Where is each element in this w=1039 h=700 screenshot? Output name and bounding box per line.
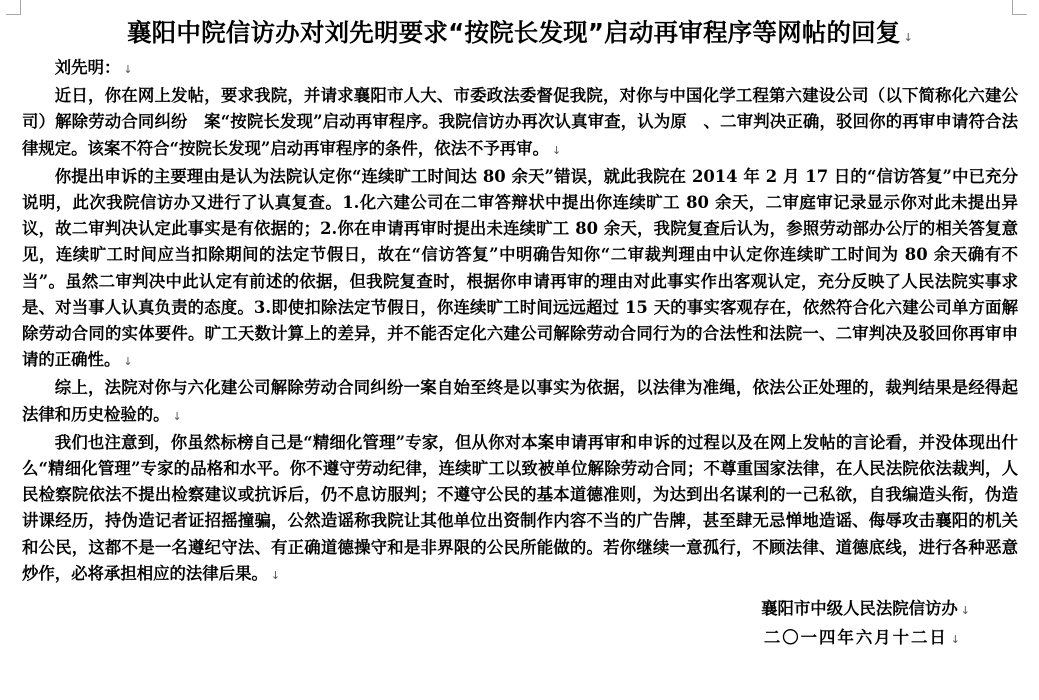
body-paragraph-3 bbox=[22, 375, 1018, 429]
body-paragraph-2 bbox=[22, 164, 1018, 376]
paragraph-mark-icon: ↓ bbox=[950, 633, 962, 647]
body-paragraph-1-text: 近日，你在网上发帖，要求我院，并请求襄阳市人大、市委政法委督促我院，对你与中国化学工程第六建设公司（以下简称化六建公司）解除劳动合同纠纷 案“按院长发现”启动再审程序。我院信访办再次认真审查，认为原 、二审判决正确，驳回你的再审申请符合法律规定。该案不符合“按院长发现”启动再审程序的条件，依法不予再审。 bbox=[22, 86, 1018, 158]
salutation bbox=[22, 55, 1018, 83]
body-paragraph-4 bbox=[22, 430, 1018, 589]
paragraph-mark-icon: ↓ bbox=[270, 568, 281, 582]
document-page bbox=[22, 16, 1018, 653]
body-paragraph-4-text: 我们也注意到，你虽然标榜自己是“精细化管理”专家，但从你对本案申请再审和申诉的过程以及在网上发帖的言论看，并没体现出什么“精细化管理”专家的品格和水平。你不遵守劳动纪律，连续旷工以致被单位解除劳动合同；不尊重国家法律，在人民法院依法裁判，人民检察院依法不提出检察建议或抗诉后，仍不息访服判；不遵守公民的基本道德准则，为达到出名谋利的一己私欲，自我编造头衔，伪造讲课经历，持伪造记者证招摇撞骗，公然造谣称我院让其他单位出资制作内容不当的广告牌，甚至肆无忌惮地造谣、侮辱攻击襄阳的机关和公民，这都不是一名遵纪守法、有正确道德操守和是非界限的公民所能做的。若你继续一意孤行，不顾法律、道德底线，进行各种恶意炒作，必将承担相应的法律后果。 bbox=[22, 432, 1018, 583]
salutation-text: 刘先明： bbox=[54, 58, 121, 77]
document-title-text: 襄阳中院信访办对刘先明要求“按院长发现”启动再审程序等网帖的回复 bbox=[126, 18, 901, 47]
signature-block bbox=[22, 595, 1018, 653]
signature-date bbox=[22, 624, 1018, 653]
paragraph-mark-icon: ↓ bbox=[172, 409, 182, 423]
page-corner-guide-right bbox=[1012, 0, 1027, 15]
body-paragraph-2-text: 你提出申诉的主要理由是认为法院认定你“连续旷工时间达 80 余天”错误，就此我院在 2014 年 2 月 17 日的“信访答复”中已充分说明，此次我院信访办又进行了认真复查。1.化六建公司在二审答辩状中提出你连续旷工 80 余天，二审庭审记录显示你对此未提出异议，故二审判决认定此事实是有依据的；2.你在申请再审时提出未连续旷工 80 余天，我院复查后认为，参照劳动部办公厅的相关答复意见，连续旷工时间应当扣除期间的法定节假日，故在“信访答复”中明确告知你“二审裁判理由中认定你连续旷工时间为 80 余天确有不当”。虽然二审判决中此认定有前述的依据，但我院复查时，根据你申请再审的理由对此事实作出客观认定，充分反映了人民法院实事求是、对当事人认真负责的态度。3.即使扣除法定节假日，你连续旷工时间远远超过 15 天的事实客观存在，依然符合化六建公司单方面解除劳动合同的实体要件。旷工天数计算上的差异，并不能否定化六建公司解除劳动合同行为的合法性和法院一、二审判决及驳回你再审申请的正确性。 bbox=[22, 166, 1018, 370]
signature-date-text: 二〇一四年六月十二日 bbox=[763, 628, 948, 648]
paragraph-mark-icon: ↓ bbox=[903, 31, 914, 44]
body-paragraph-1 bbox=[22, 83, 1018, 164]
signature-organization bbox=[22, 595, 1018, 624]
paragraph-mark-icon: ↓ bbox=[123, 355, 133, 369]
signature-organization-text: 襄阳市中级人民法院信访办 bbox=[761, 599, 958, 619]
paragraph-mark-icon: ↓ bbox=[551, 143, 562, 157]
document-title bbox=[22, 16, 1018, 55]
page-corner-guide-left bbox=[6, 0, 21, 15]
paragraph-mark-icon: ↓ bbox=[123, 63, 133, 76]
paragraph-mark-icon: ↓ bbox=[960, 604, 970, 618]
body-paragraph-3-text: 综上，法院对你与六化建公司解除劳动合同纠纷一案自始至终是以事实为依据，以法律为准绳，依法公正处理的，裁判结果是经得起法律和历史检验的。 bbox=[22, 378, 1018, 424]
